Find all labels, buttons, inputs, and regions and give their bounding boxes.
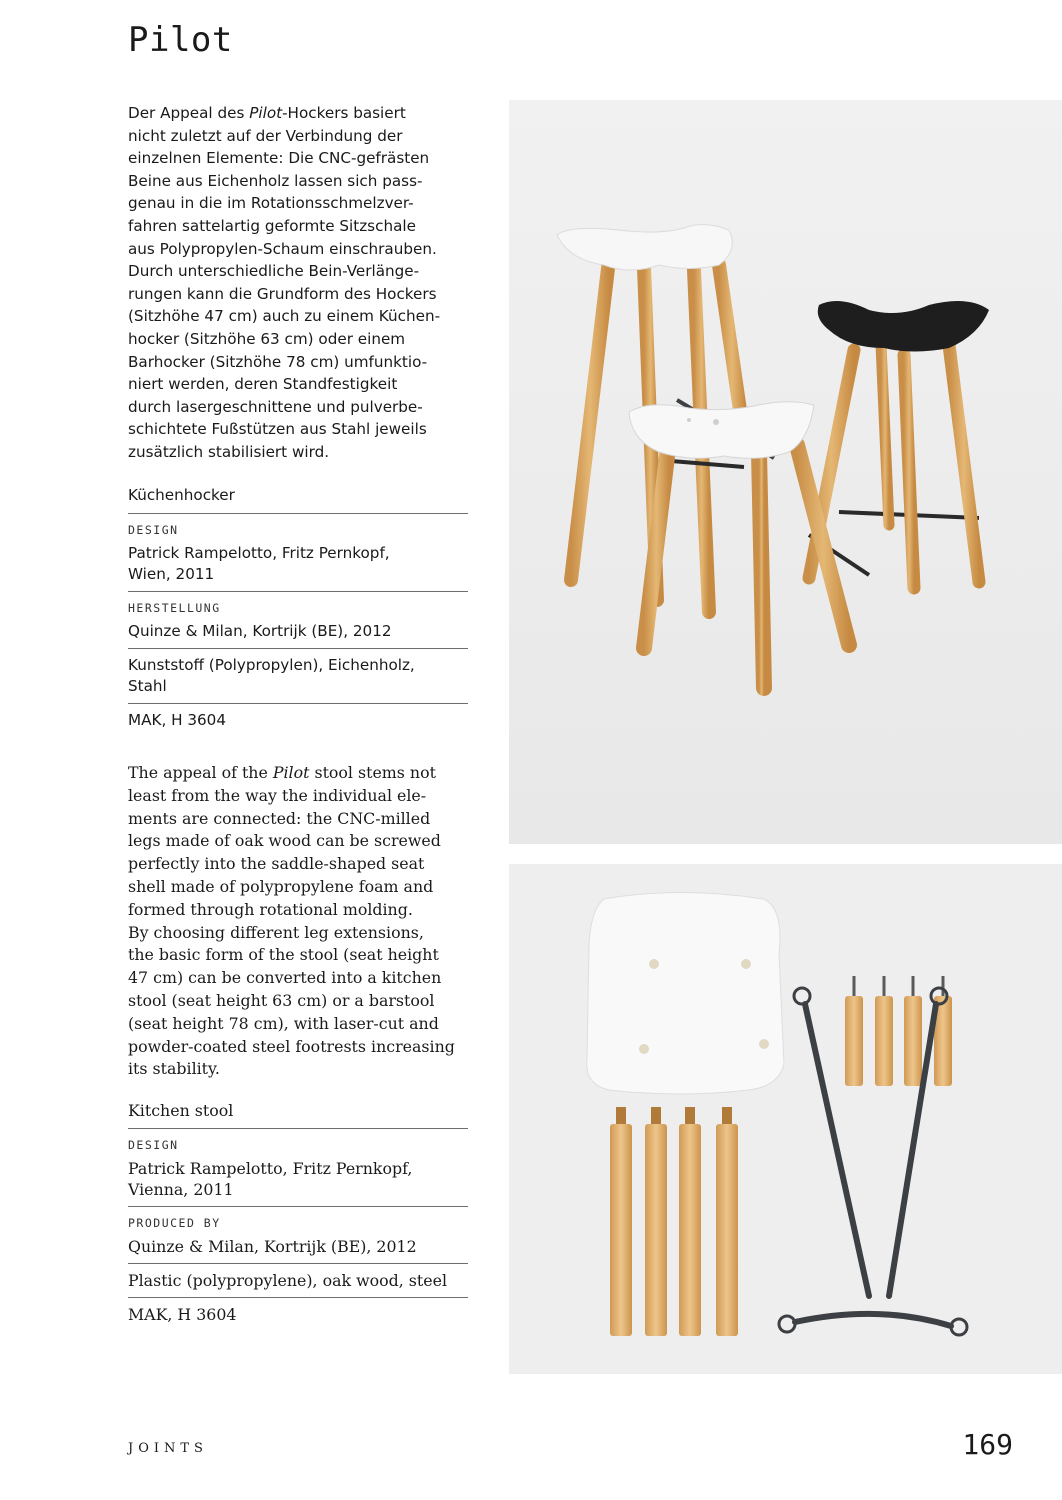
- english-paragraph: [128, 762, 468, 1081]
- text-line: legs made of oak wood can be screwed: [128, 831, 441, 851]
- object-name-row: [128, 1100, 468, 1128]
- english-object-details: [128, 1100, 468, 1331]
- text-line: shell made of polypropylene foam and: [128, 876, 434, 896]
- text-line: its stability.: [128, 1059, 220, 1079]
- object-name: Kitchen stool: [128, 1101, 234, 1120]
- text-line: Durch unterschiedliche Bein-Verlänge-: [128, 262, 420, 281]
- text-line: formed through rotational molding.: [128, 899, 413, 919]
- text-line: Beine aus Eichenholz lassen sich pass-: [128, 171, 423, 190]
- text-line: zusätzlich stabilisiert wird.: [128, 442, 330, 461]
- german-object-details: [128, 485, 468, 737]
- inventory-row: [128, 703, 468, 737]
- german-description: [128, 102, 468, 464]
- text-line: genau in die im Rotationsschmelzver-: [128, 194, 414, 213]
- text-line: schichtete Fußstützen aus Stahl jeweils: [128, 420, 427, 439]
- section-name: JOINTS: [128, 1441, 208, 1456]
- text-line: Der Appeal des Pilot-Hockers basiert: [128, 104, 406, 122]
- parts-photo: [509, 864, 1062, 1374]
- emphasis: Pilot: [249, 104, 283, 122]
- text-line: ments are connected: the CNC-milled: [128, 808, 431, 828]
- inventory-number: MAK, H 3604: [128, 711, 227, 729]
- text-line: By choosing different leg extensions,: [128, 922, 424, 942]
- design-value: Patrick Rampelotto, Fritz Pernkopf, Wien, 2011: [128, 544, 390, 583]
- text-line: durch lasergeschnittene und pulverbe-: [128, 397, 423, 416]
- text-line: The appeal of the Pilot stool stems not: [128, 763, 436, 782]
- material-row: [128, 1263, 468, 1297]
- emphasis: Pilot: [272, 763, 310, 782]
- design-label: DESIGN: [128, 1138, 179, 1152]
- text-line: stool (seat height 63 cm) or a barstool: [128, 990, 435, 1010]
- production-label: HERSTELLUNG: [128, 601, 221, 615]
- text-line: nicht zuletzt auf der Verbindung der: [128, 126, 403, 145]
- production-value: Quinze & Milan, Kortrijk (BE), 2012: [128, 1237, 417, 1256]
- seat-shell: [587, 893, 784, 1095]
- page-number: 169: [962, 1428, 1013, 1461]
- text-line: powder-coated steel footrests increasing: [128, 1036, 455, 1056]
- english-description: [128, 762, 468, 1081]
- material-value: Plastic (polypropylene), oak wood, steel: [128, 1271, 447, 1290]
- production-label: PRODUCED BY: [128, 1216, 221, 1230]
- text-line: Barhocker (Sitzhöhe 78 cm) umfunktio-: [128, 352, 428, 371]
- material-value: Kunststoff (Polypropylen), Eichenholz, Stahl: [128, 656, 415, 695]
- text-line: the basic form of the stool (seat height: [128, 945, 439, 965]
- text-line: perfectly into the saddle-shaped seat: [128, 854, 425, 874]
- design-value: Patrick Rampelotto, Fritz Pernkopf, Vienna, 2011: [128, 1159, 413, 1199]
- production-row: [128, 591, 468, 648]
- object-name: Küchenhocker: [128, 486, 235, 504]
- text-line: aus Polypropylen-Schaum einschrauben.: [128, 239, 437, 258]
- text-line: (seat height 78 cm), with laser-cut and: [128, 1013, 439, 1033]
- text-line: (Sitzhöhe 47 cm) auch zu einem Küchen-: [128, 307, 441, 326]
- production-value: Quinze & Milan, Kortrijk (BE), 2012: [128, 622, 392, 640]
- object-name-row: [128, 485, 468, 513]
- german-paragraph: [128, 102, 468, 464]
- text-line: niert werden, deren Standfestigkeit: [128, 375, 398, 394]
- production-row: [128, 1206, 468, 1263]
- inventory-number: MAK, H 3604: [128, 1305, 237, 1324]
- text-line: fahren sattelartig geformte Sitzschale: [128, 216, 416, 235]
- design-row: [128, 513, 468, 591]
- design-row: [128, 1128, 468, 1206]
- text-line: rungen kann die Grundform des Hockers: [128, 284, 437, 303]
- text-line: einzelnen Elemente: Die CNC-gefrästen: [128, 149, 430, 168]
- material-row: [128, 648, 468, 703]
- stools-photo: [509, 100, 1062, 844]
- inventory-row: [128, 1297, 468, 1331]
- text-line: least from the way the individual ele-: [128, 785, 427, 805]
- text-line: hocker (Sitzhöhe 63 cm) oder einem: [128, 329, 406, 348]
- text-line: 47 cm) can be converted into a kitchen: [128, 968, 442, 988]
- design-label: DESIGN: [128, 523, 179, 537]
- page-title: Pilot: [128, 20, 233, 60]
